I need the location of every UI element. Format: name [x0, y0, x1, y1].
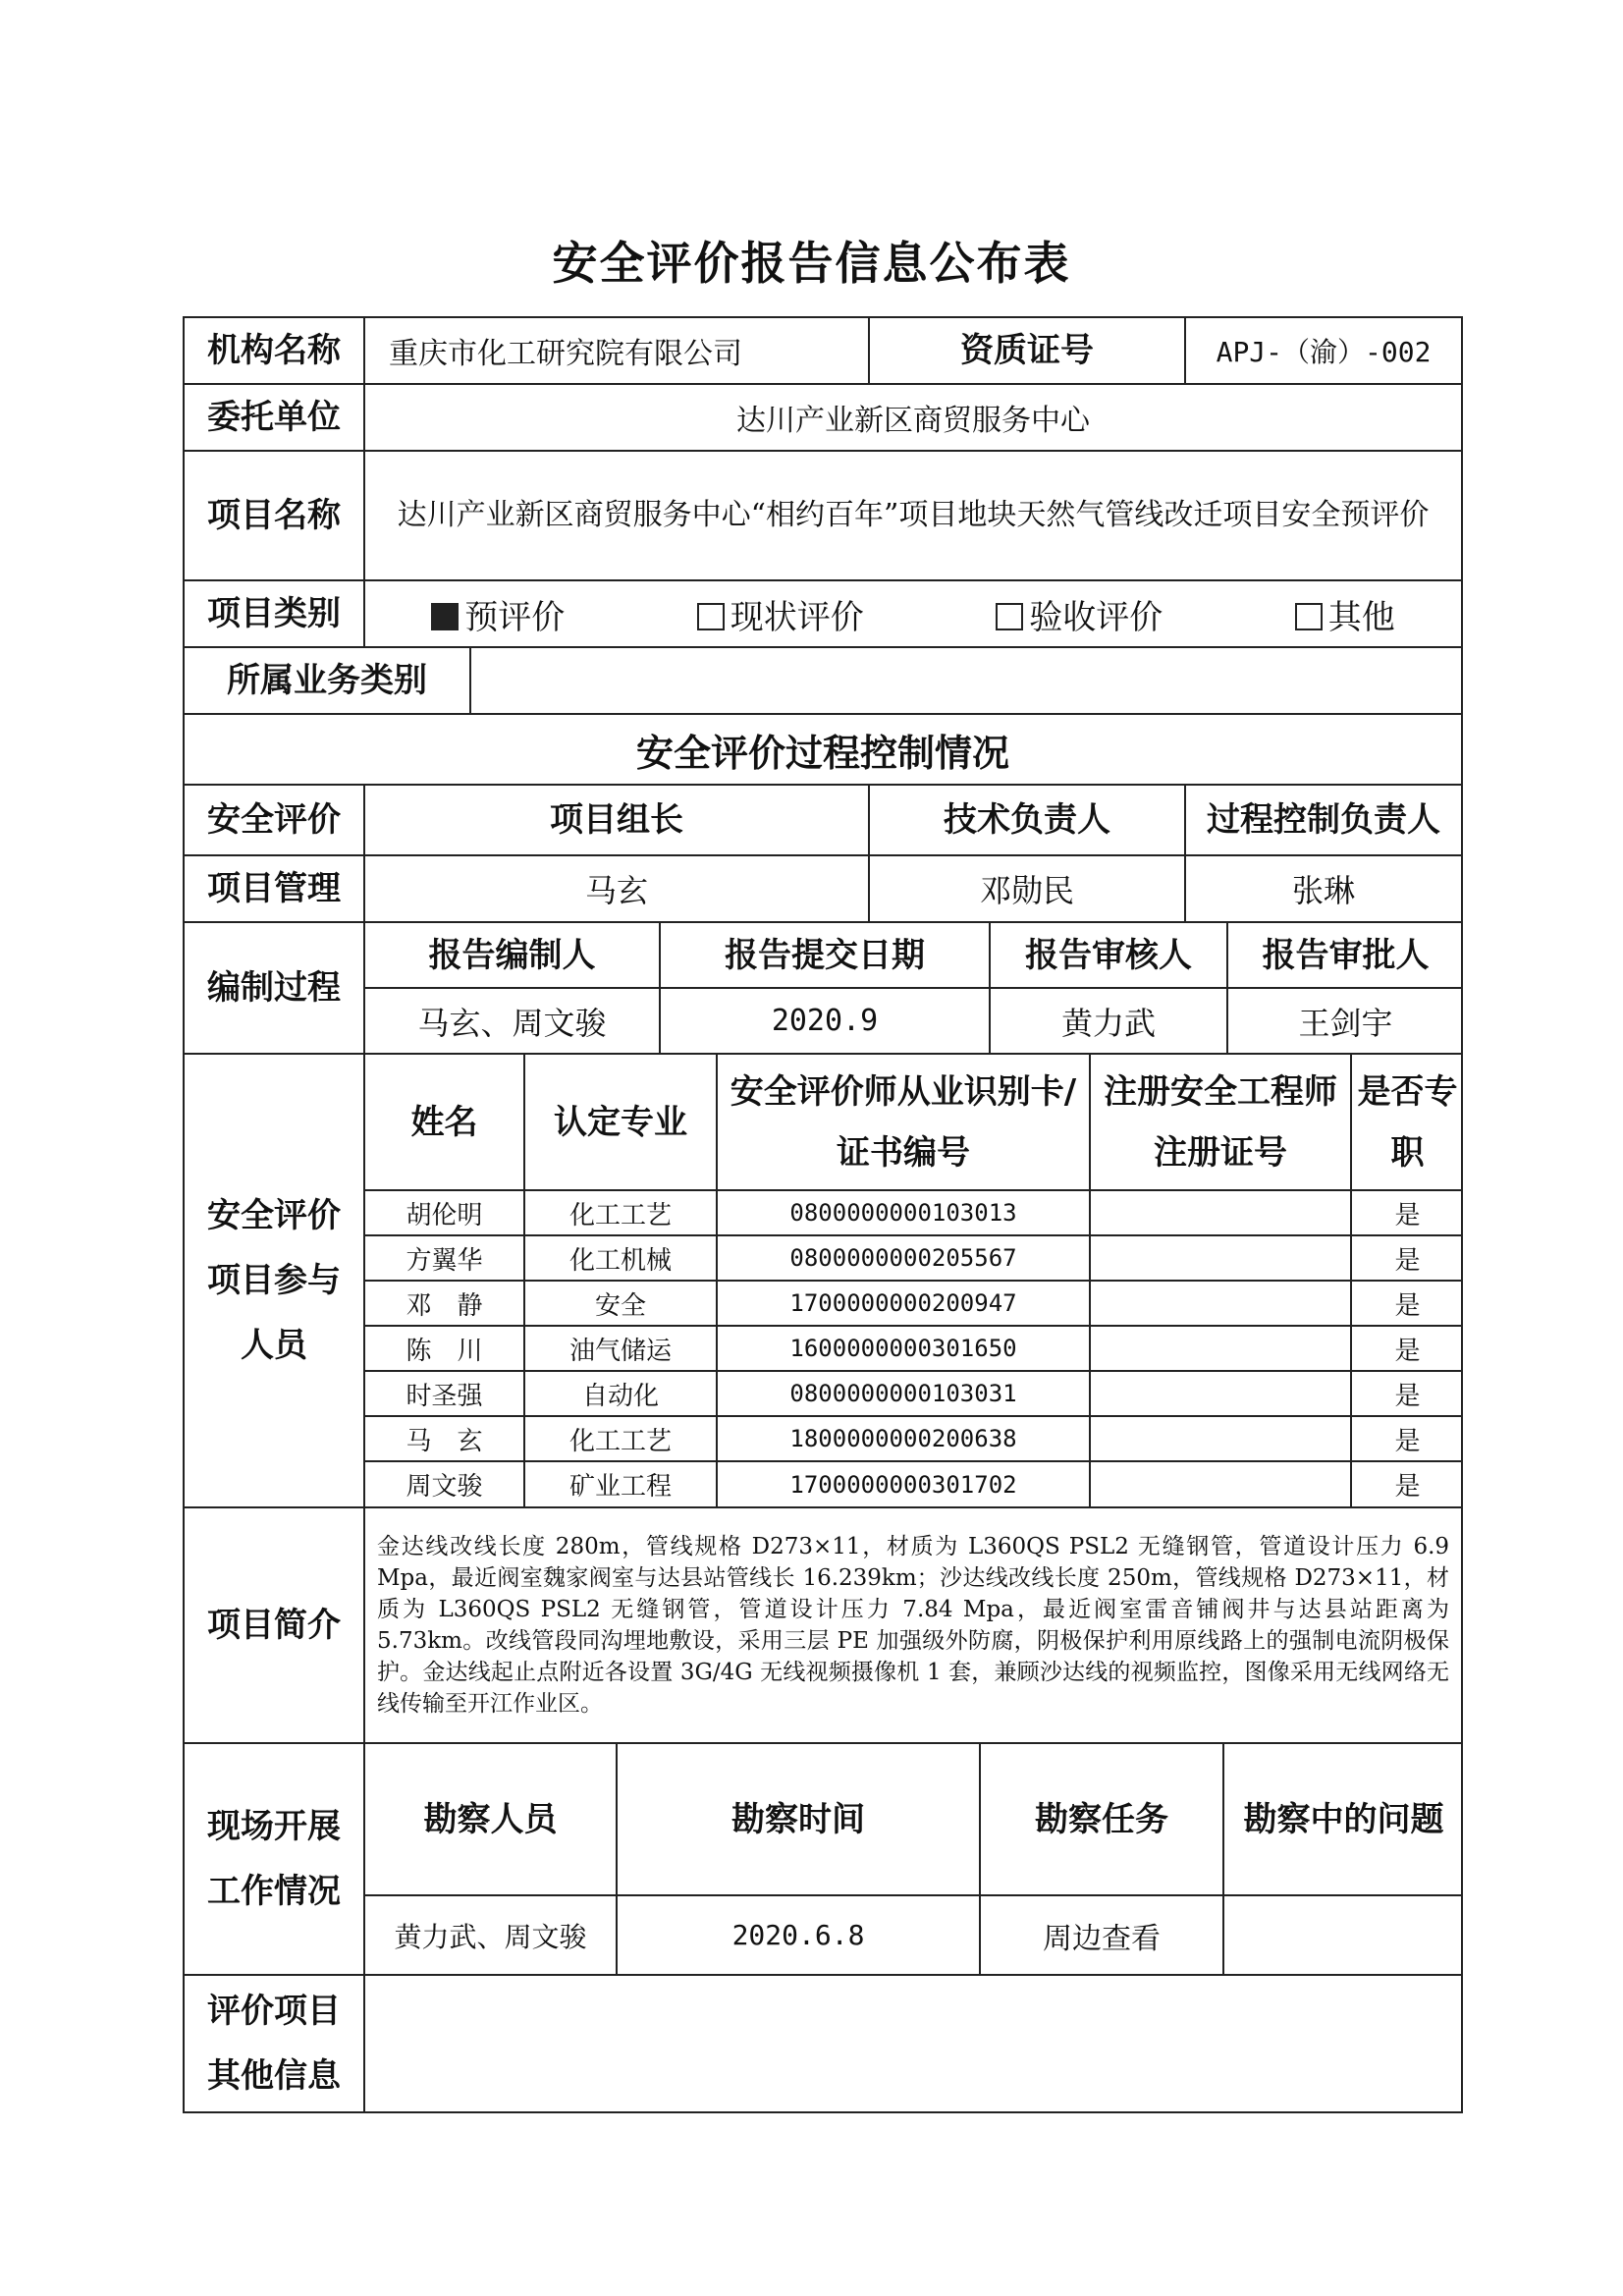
staff-name: 周文骏 [365, 1461, 524, 1506]
table-row [365, 1371, 1463, 1416]
staff-name: 胡伦明 [365, 1190, 524, 1235]
survey-header-time: 勘察时间 [617, 1744, 980, 1895]
category-option-pre: 预评价 [431, 590, 565, 638]
compile-header-approver: 报告审批人 [1227, 923, 1463, 988]
staff-header-major: 认定专业 [524, 1055, 717, 1190]
survey-value-task: 周边查看 [980, 1895, 1223, 1974]
category-label: 项目类别 [184, 580, 364, 647]
staff-fulltime: 是 [1351, 1461, 1463, 1506]
staff-fulltime: 是 [1351, 1416, 1463, 1461]
survey-header-task: 勘察任务 [980, 1744, 1223, 1895]
compile-table [365, 923, 1463, 1053]
survey-header-staff: 勘察人员 [365, 1744, 617, 1895]
staff-subtable [364, 1054, 1462, 1507]
cert-label: 资质证号 [869, 317, 1185, 384]
management-header-process: 过程控制负责人 [1185, 785, 1462, 855]
staff-major: 化工机械 [524, 1235, 717, 1281]
category-option-other: 其他 [1295, 590, 1395, 638]
checkbox-empty-icon [697, 603, 725, 630]
staff-major: 化工工艺 [524, 1416, 717, 1461]
staff-fulltime: 是 [1351, 1190, 1463, 1235]
management-label-line1: 安全评价 [184, 785, 364, 855]
staff-card: 1800000000200638 [717, 1416, 1090, 1461]
client-label: 委托单位 [184, 384, 364, 451]
staff-table [365, 1055, 1463, 1506]
staff-reg [1090, 1190, 1351, 1235]
compile-value-approver: 王剑宇 [1227, 988, 1463, 1053]
management-header-tech: 技术负责人 [869, 785, 1185, 855]
table-row [365, 1190, 1463, 1235]
category-option-status: 现状评价 [697, 590, 864, 638]
compile-value-date: 2020.9 [660, 988, 990, 1053]
staff-label: 安全评价 项目参与 人员 [184, 1054, 364, 1507]
staff-card: 0800000000205567 [717, 1235, 1090, 1281]
staff-reg [1090, 1461, 1351, 1506]
staff-reg [1090, 1371, 1351, 1416]
compile-value-reviewer: 黄力武 [990, 988, 1227, 1053]
compile-header-author: 报告编制人 [365, 923, 660, 988]
intro-text: 金达线改线长度 280m，管线规格 D273×11，材质为 L360QS PSL2 无缝钢管，管道设计压力 6.9 Mpa，最近阀室魏家阀室与达县站管线长 16.239km；沙达线改线长度 250m，管线规格 D273×11，材质为 L360QS PSL2 无缝钢管，管道设计压力 7.84 Mpa，最近阀室雷音铺阀井与达县站距离为 5.73km。改线管段同沟埋地敷设，采用三层 PE 加强级外防腐，阴极保护利用原线路上的强制电流阴极保护。金达线起止点附近各设置 3G/4G 无线视频摄像机 1 套，兼顾沙达线的视频监控，图像采用无线网络无线传输至开江作业区。 [364, 1507, 1462, 1743]
staff-fulltime: 是 [1351, 1371, 1463, 1416]
management-value-tech: 邓勋民 [869, 855, 1185, 922]
staff-header-card: 安全评价师从业识别卡/证书编号 [717, 1055, 1090, 1190]
compile-header-reviewer: 报告审核人 [990, 923, 1227, 988]
category-option-acceptance: 验收评价 [996, 590, 1163, 638]
survey-table [365, 1744, 1463, 1974]
management-value-leader: 马玄 [364, 855, 869, 922]
client-value: 达川产业新区商贸服务中心 [364, 384, 1462, 451]
staff-major: 自动化 [524, 1371, 717, 1416]
project-label: 项目名称 [184, 451, 364, 580]
staff-reg [1090, 1281, 1351, 1326]
business-value [470, 647, 1462, 714]
table-row [365, 1326, 1463, 1371]
staff-fulltime: 是 [1351, 1235, 1463, 1281]
staff-card: 1600000000301650 [717, 1326, 1090, 1371]
category-options [364, 580, 1462, 647]
intro-label: 项目简介 [184, 1507, 364, 1743]
checkbox-empty-icon [1295, 603, 1323, 630]
staff-major: 油气储运 [524, 1326, 717, 1371]
survey-value-staff: 黄力武、周文骏 [365, 1895, 617, 1974]
info-table [183, 316, 1463, 2113]
staff-header-name: 姓名 [365, 1055, 524, 1190]
table-row [365, 1416, 1463, 1461]
staff-card: 0800000000103013 [717, 1190, 1090, 1235]
staff-major: 化工工艺 [524, 1190, 717, 1235]
project-value: 达川产业新区商贸服务中心“相约百年”项目地块天然气管线改迁项目安全预评价 [364, 451, 1462, 580]
checkbox-empty-icon [996, 603, 1023, 630]
survey-header-issues: 勘察中的问题 [1223, 1744, 1463, 1895]
table-row [365, 1461, 1463, 1506]
staff-major: 矿业工程 [524, 1461, 717, 1506]
staff-name: 邓 静 [365, 1281, 524, 1326]
survey-value-time: 2020.6.8 [617, 1895, 980, 1974]
table-row [365, 1281, 1463, 1326]
compile-subtable [364, 922, 1462, 1054]
survey-subtable [364, 1743, 1462, 1975]
staff-reg [1090, 1416, 1351, 1461]
page-title: 安全评价报告信息公布表 [552, 237, 1071, 290]
checkbox-checked-icon [431, 603, 459, 630]
staff-fulltime: 是 [1351, 1281, 1463, 1326]
process-section-title: 安全评价过程控制情况 [184, 714, 1462, 785]
compile-label: 编制过程 [184, 922, 364, 1054]
staff-name: 方翼华 [365, 1235, 524, 1281]
staff-card: 1700000000301702 [717, 1461, 1090, 1506]
staff-name: 陈 川 [365, 1326, 524, 1371]
staff-reg [1090, 1235, 1351, 1281]
staff-fulltime: 是 [1351, 1326, 1463, 1371]
staff-reg [1090, 1326, 1351, 1371]
staff-card: 1700000000200947 [717, 1281, 1090, 1326]
other-value [364, 1975, 1462, 2112]
management-value-process: 张琳 [1185, 855, 1462, 922]
compile-header-date: 报告提交日期 [660, 923, 990, 988]
staff-name: 时圣强 [365, 1371, 524, 1416]
survey-label: 现场开展 工作情况 [184, 1743, 364, 1975]
business-label: 所属业务类别 [184, 647, 470, 714]
table-row [365, 1235, 1463, 1281]
other-label: 评价项目 其他信息 [184, 1975, 364, 2112]
staff-header-fulltime: 是否专职 [1351, 1055, 1463, 1190]
survey-value-issues [1223, 1895, 1463, 1974]
cert-value: APJ-（渝）-002 [1185, 317, 1462, 384]
staff-header-reg: 注册安全工程师注册证号 [1090, 1055, 1351, 1190]
staff-card: 0800000000103031 [717, 1371, 1090, 1416]
org-label: 机构名称 [184, 317, 364, 384]
compile-value-author: 马玄、周文骏 [365, 988, 660, 1053]
management-header-leader: 项目组长 [364, 785, 869, 855]
staff-name: 马 玄 [365, 1416, 524, 1461]
org-value: 重庆市化工研究院有限公司 [364, 317, 869, 384]
staff-major: 安全 [524, 1281, 717, 1326]
management-label-line2: 项目管理 [184, 855, 364, 922]
